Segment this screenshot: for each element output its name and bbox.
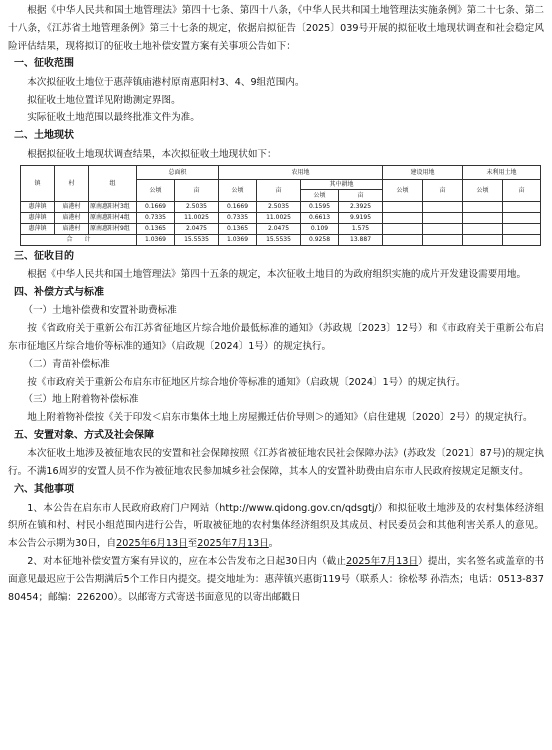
section-4-sub-1: （一）土地补偿费和安置补助费标准 — [23, 305, 177, 317]
table-cell: 0.1669 — [137, 201, 175, 212]
table-total-row — [21, 234, 541, 245]
table-cell — [383, 223, 423, 234]
table-cell: 9.9195 — [339, 212, 383, 223]
section-3-paragraph-1: 根据《中华人民共和国土地管理法》第四十五条的规定，本次征收土地目的为政府组织实施的成片开发建设需要用地。 — [27, 269, 527, 281]
table-cell — [463, 201, 503, 212]
section-6-paragraph-2 — [8, 553, 544, 606]
table-cell — [503, 234, 541, 245]
section-6-title: 六、其他事项 — [14, 484, 74, 496]
section-2-title: 二、土地现状 — [14, 130, 74, 142]
header-unit-mu: 亩 — [423, 179, 463, 201]
table-cell: 15.5535 — [257, 234, 301, 245]
table-cell — [423, 223, 463, 234]
table-cell: 原南惠阳村3组 — [89, 201, 137, 212]
intro-paragraph: 根据《中华人民共和国土地管理法》第四十七条、第四十八条，《中华人民共和国土地管理法实施条例》第二十七条、第二十八条，《江苏省土地管理条例》第三十七条的规定，依据启拟征告〔2025〕039号开展的拟征收土地现状调查和社会稳定风险评估结果，现将拟订的征收土地补偿安置方案有关事项公告如下： — [8, 5, 544, 52]
table-cell — [423, 212, 463, 223]
section-1-paragraph-1: 本次拟征收土地位于惠萍镇庙港村原南惠阳村3、4、9组范围内。 — [27, 76, 305, 88]
header-unit-mu: 亩 — [175, 179, 219, 201]
table-cell: 13.887 — [339, 234, 383, 245]
header-unit-mu: 亩 — [503, 179, 541, 201]
table-cell — [463, 234, 503, 245]
section-6-paragraph-1 — [8, 500, 544, 553]
table-row — [21, 223, 541, 234]
header-total-area: 总面积 — [137, 165, 219, 179]
section-4-paragraph-2: 按《市政府关于重新公布启东市征地区片综合地价等标准的通知》（启政规〔2024〕1号）的规定执行。 — [27, 376, 466, 388]
total-label: 合 计 — [21, 234, 137, 245]
header-cultivated-land: 其中耕地 — [301, 179, 383, 189]
header-unit-ha: 公顷 — [301, 189, 339, 201]
table-cell: 0.6613 — [301, 212, 339, 223]
table-cell: 2.0475 — [257, 223, 301, 234]
header-unit-mu: 亩 — [339, 189, 383, 201]
section-1-paragraph-3: 实际征收土地范围以最终批准文件为准。 — [27, 112, 200, 124]
section-1-paragraph-2: 拟征收土地位置详见附勘测定界图。 — [27, 94, 181, 106]
table-cell: 庙港村 — [55, 212, 89, 223]
table-cell: 2.5035 — [175, 201, 219, 212]
section-6-p1-text-a: 1、本公告在启东市人民政府政府门户网站（http://www.qidong.gov.cn/qdsgtj/）和拟征收土地涉及的农村集体经济组织所在镇和村、村民小组范围内进行公告，听取被征地的农村集体经济组织及其成员、村民委员会和其他利害关系人的意见。本公告公示期为30日，自 — [8, 502, 544, 550]
section-3-title: 三、征收目的 — [14, 250, 74, 262]
table-cell: 1.575 — [339, 223, 383, 234]
table-cell: 0.1365 — [219, 223, 257, 234]
section-5-paragraph-1: 本次征收土地涉及被征地农民的安置和社会保障按照《江苏省被征地农民社会保障办法》(苏政发〔2021〕87号)的规定执行。不满16周岁的安置人员不作为被征地农民参加城乡社会保障，其本人的安置补助费由启东市人民政府按规定足额支付。 — [8, 448, 544, 478]
section-5-title: 五、安置对象、方式及社会保障 — [14, 429, 154, 441]
publicity-end-date: 2025年7月13日 — [197, 538, 269, 550]
section-4-title: 四、补偿方式与标准 — [14, 286, 104, 298]
section-4-paragraph-3: 地上附着物补偿按《关于印发＜启东市集体土地上房屋搬迁估价导则＞的通知》（启住建规〔2020〕2号）的规定执行。 — [27, 412, 533, 424]
table-cell: 0.1365 — [137, 223, 175, 234]
table-cell: 0.9258 — [301, 234, 339, 245]
section-1-title: 一、征收范围 — [14, 58, 74, 70]
table-cell: 惠萍镇 — [21, 212, 55, 223]
section-6-p1-text-c: 。 — [268, 538, 279, 550]
publicity-start-date: 2025年6月13日 — [116, 538, 188, 550]
table-cell: 1.0369 — [137, 234, 175, 245]
table-cell — [463, 223, 503, 234]
table-cell: 0.1595 — [301, 201, 339, 212]
objection-deadline-date: 2025年7月13日 — [346, 555, 419, 567]
header-unit-ha: 公顷 — [219, 179, 257, 201]
table-cell — [463, 212, 503, 223]
table-cell: 2.5035 — [257, 201, 301, 212]
section-4-paragraph-1: 按《省政府关于重新公布江苏省征地区片综合地价最低标准的通知》（苏政规〔2023〕12号）和《市政府关于重新公布启东市征地区片综合地价等标准的通知》（启政规〔2024〕1号）的规定执行。 — [8, 323, 544, 352]
table-cell — [383, 212, 423, 223]
table-cell: 2.0475 — [175, 223, 219, 234]
table-cell: 15.5535 — [175, 234, 219, 245]
notice-page — [0, 2, 552, 750]
header-unit-ha: 公顷 — [463, 179, 503, 201]
table-cell: 0.109 — [301, 223, 339, 234]
header-farmland: 农用地 — [219, 165, 383, 179]
table-cell — [423, 234, 463, 245]
table-row — [21, 212, 541, 223]
section-6-p1-text-b: 至 — [187, 538, 198, 550]
table-cell — [503, 201, 541, 212]
table-cell: 11.0025 — [257, 212, 301, 223]
table-cell — [503, 223, 541, 234]
table-cell — [503, 212, 541, 223]
table-cell: 0.7335 — [219, 212, 257, 223]
header-unit-mu: 亩 — [257, 179, 301, 201]
table-cell — [383, 201, 423, 212]
table-row — [21, 201, 541, 212]
section-6-p2-text-a: 2、对本征地补偿安置方案有异议的，应在本公告发布之日起30日内（截止 — [27, 555, 347, 567]
table-cell: 原南惠阳村4组 — [89, 212, 137, 223]
header-village: 村 — [55, 165, 89, 201]
table-cell: 惠萍镇 — [21, 223, 55, 234]
table-cell: 庙港村 — [55, 223, 89, 234]
table-cell: 0.1669 — [219, 201, 257, 212]
table-cell: 惠萍镇 — [21, 201, 55, 212]
table-cell: 11.0025 — [175, 212, 219, 223]
table-cell: 0.7335 — [137, 212, 175, 223]
section-4-sub-3: （三）地上附着物补偿标准 — [23, 394, 139, 406]
table-cell — [383, 234, 423, 245]
table-cell — [423, 201, 463, 212]
header-unit-ha: 公顷 — [137, 179, 175, 201]
header-unused-land: 未利用土地 — [463, 165, 541, 179]
table-cell: 2.3925 — [339, 201, 383, 212]
section-6-p2-text-b: ）提出，实名签名或盖章的书面意见最迟应于公告期满后5个工作日内提交。提交地址为：惠萍镇兴惠街119号（联系人：徐松琴 孙浩杰；电话：0513-83780454；邮编：226200）。以邮寄方式寄送书面意见的以寄出邮戳日 — [8, 555, 545, 603]
header-construction-land: 建设用地 — [383, 165, 463, 179]
section-2-paragraph-1: 根据拟征收土地现状调查结果，本次拟征收土地现状如下： — [27, 148, 277, 160]
table-cell: 1.0369 — [219, 234, 257, 245]
header-town: 镇 — [21, 165, 55, 201]
table-cell: 庙港村 — [55, 201, 89, 212]
header-group: 组 — [89, 165, 137, 201]
header-unit-ha: 公顷 — [383, 179, 423, 201]
land-status-table — [20, 165, 541, 246]
section-4-sub-2: （二）青苗补偿标准 — [23, 358, 110, 370]
table-cell: 原南惠阳村9组 — [89, 223, 137, 234]
